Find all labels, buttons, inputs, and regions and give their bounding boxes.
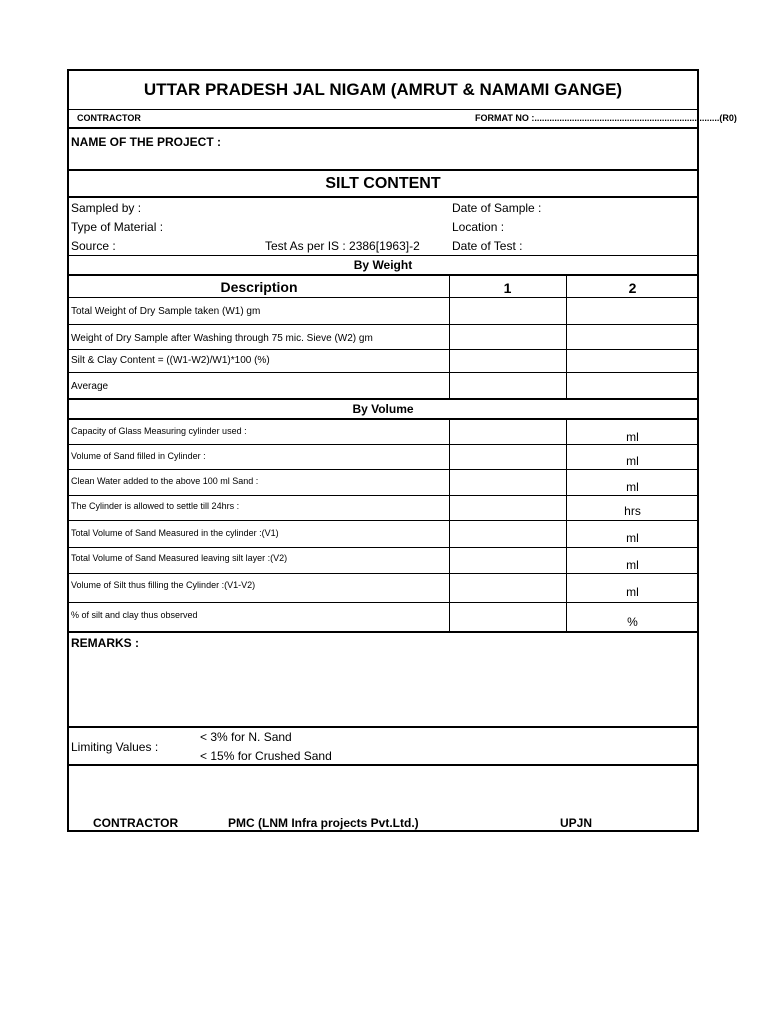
row-label: Total Weight of Dry Sample taken (W1) gm: [71, 306, 261, 317]
by-weight-heading-row: [69, 255, 697, 274]
table-row: [69, 324, 697, 349]
source-label: Source :: [71, 239, 116, 253]
contractor-label: CONTRACTOR: [77, 113, 141, 123]
unit-label: ml: [626, 585, 639, 599]
table-row: [69, 297, 697, 324]
unit-label: ml: [626, 480, 639, 494]
row-label: Average: [71, 381, 109, 392]
table-row: [69, 520, 697, 547]
project-row: [69, 127, 697, 169]
pmc-signature: PMC (LNM Infra projects Pvt.Ltd.): [228, 816, 419, 830]
remarks-row: [69, 631, 697, 726]
table-row: [69, 418, 697, 444]
form-title: UTTAR PRADESH JAL NIGAM (AMRUT & NAMAMI GANGE): [143, 80, 623, 99]
row-label: % of silt and clay thus observed: [71, 610, 198, 620]
limit-natural-sand: < 3% for N. Sand: [200, 730, 292, 744]
limiting-values-label: Limiting Values :: [71, 740, 159, 754]
table-row: [69, 469, 697, 495]
weight-table-header: [69, 274, 697, 297]
row-label: The Cylinder is allowed to settle till 24hrs :: [71, 501, 240, 511]
table-row: [69, 602, 697, 631]
unit-label: ml: [626, 430, 639, 444]
table-row: [69, 495, 697, 520]
limiting-values-row: [69, 726, 697, 764]
project-label: NAME OF THE PROJECT :: [71, 135, 222, 149]
section-title: SILT CONTENT: [325, 175, 441, 192]
unit-label: ml: [626, 558, 639, 572]
table-row: [69, 444, 697, 469]
section-title-row: [69, 169, 697, 196]
upjn-signature: UPJN: [560, 816, 593, 830]
unit-label: %: [627, 615, 638, 629]
row-label: Capacity of Glass Measuring cylinder used :: [71, 426, 247, 436]
date-of-sample-label: Date of Sample :: [452, 201, 542, 215]
by-volume-heading: By Volume: [352, 402, 414, 416]
info-block: [69, 196, 697, 255]
by-volume-heading-row: [69, 398, 697, 418]
signatures-row: [69, 764, 697, 830]
unit-label: ml: [626, 531, 639, 545]
description-column-header: Description: [220, 279, 298, 295]
by-weight-heading: By Weight: [353, 258, 413, 272]
table-row: [69, 349, 697, 372]
sampled-by-label: Sampled by :: [71, 201, 142, 215]
date-of-test-label: Date of Test :: [452, 239, 523, 253]
format-row: [69, 109, 737, 127]
title-row: [69, 71, 697, 109]
row-label: Weight of Dry Sample after Washing through 75 mic. Sieve (W2) gm: [71, 333, 373, 344]
location-label: Location :: [452, 220, 505, 234]
format-number: FORMAT NO :..........................................................................(R0): [475, 113, 737, 123]
table-row: [69, 547, 697, 573]
silt-content-form: [67, 69, 737, 832]
row-label: Clean Water added to the above 100 ml Sand :: [71, 476, 259, 486]
unit-label: hrs: [624, 504, 641, 518]
unit-label: ml: [626, 454, 639, 468]
row-label: Volume of Sand filled in Cylinder :: [71, 451, 206, 461]
sample-1-column-header: 1: [503, 280, 512, 296]
row-label: Total Volume of Sand Measured leaving silt layer :(V2): [71, 553, 288, 563]
remarks-label: REMARKS :: [71, 636, 139, 650]
sample-2-column-header: 2: [628, 280, 637, 296]
contractor-signature: CONTRACTOR: [93, 816, 179, 830]
row-label: Volume of Silt thus filling the Cylinder :(V1-V2): [71, 580, 256, 590]
limit-crushed-sand: < 15% for Crushed Sand: [200, 749, 332, 763]
row-label: Silt & Clay Content = ((W1-W2)/W1)*100 (%): [71, 355, 270, 366]
type-of-material-label: Type of Material :: [71, 220, 164, 234]
table-row: [69, 573, 697, 602]
test-standard: Test As per IS : 2386[1963]-2: [265, 239, 420, 253]
table-row: [69, 372, 697, 398]
row-label: Total Volume of Sand Measured in the cylinder :(V1): [71, 528, 279, 538]
